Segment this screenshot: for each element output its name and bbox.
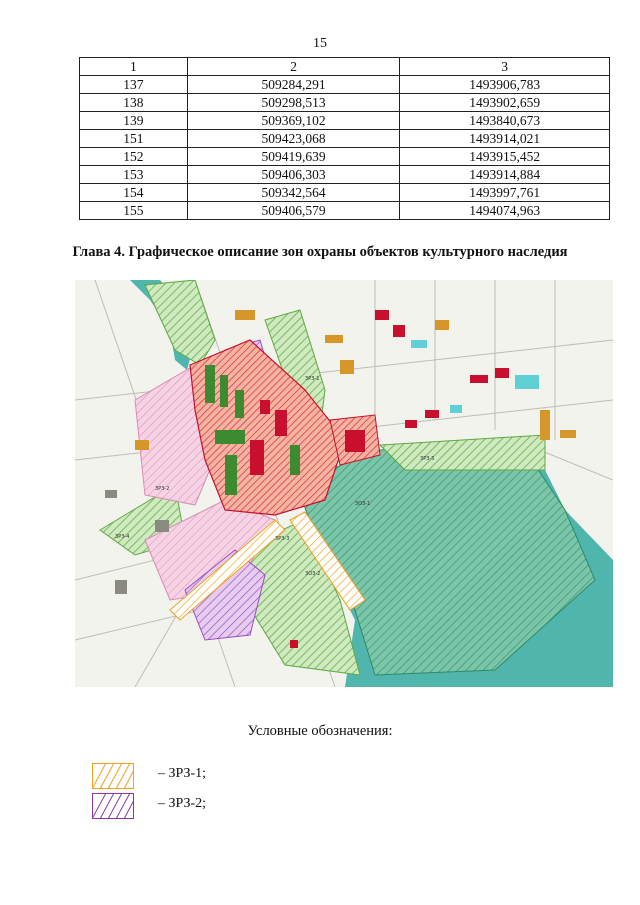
table-cell: 152 [80, 148, 188, 166]
table-cell: 155 [80, 202, 188, 220]
page-number: 15 [313, 36, 327, 51]
legend-title: Условные обозначения: [247, 723, 393, 739]
table-cell: 509298,513 [187, 94, 400, 112]
table-row [80, 148, 610, 166]
legend-swatch-zrz-2 [92, 793, 134, 819]
zone-label: ЗРЗ-1 [305, 376, 320, 382]
table-header-cell: 2 [187, 58, 400, 76]
table-header-cell: 1 [80, 58, 188, 76]
table-cell: 509284,291 [187, 76, 400, 94]
table-cell: 1493915,452 [400, 148, 610, 166]
table-cell: 138 [80, 94, 188, 112]
table-cell: 509406,579 [187, 202, 400, 220]
coordinates-table [79, 57, 610, 220]
table-cell: 1493997,761 [400, 184, 610, 202]
table-header-row [80, 58, 610, 76]
table-cell: 139 [80, 112, 188, 130]
zone-label: ЗРЗ-5 [420, 456, 435, 462]
table-cell: 154 [80, 184, 188, 202]
table-row [80, 166, 610, 184]
legend-label-zrz-1: – ЗРЗ-1; [158, 766, 207, 781]
table-cell: 1493902,659 [400, 94, 610, 112]
table-header-cell: 3 [400, 58, 610, 76]
table-cell: 151 [80, 130, 188, 148]
table-row [80, 94, 610, 112]
table-cell: 137 [80, 76, 188, 94]
zone-label: ЗОЗ-1 [355, 501, 371, 507]
table-row [80, 184, 610, 202]
map-canvas [75, 280, 613, 687]
table-cell: 509369,102 [187, 112, 400, 130]
legend-swatch-zrz-1 [92, 763, 134, 789]
heritage-zones-map [75, 280, 613, 687]
green-zone-east [380, 435, 545, 470]
table-cell: 1493906,783 [400, 76, 610, 94]
table-cell: 1493914,021 [400, 130, 610, 148]
table-row [80, 76, 610, 94]
zone-label: ЗРЗ-2 [155, 486, 170, 492]
table-row [80, 112, 610, 130]
table-row [80, 130, 610, 148]
table-cell: 1493914,884 [400, 166, 610, 184]
table-cell: 1493840,673 [400, 112, 610, 130]
table-cell: 1494074,963 [400, 202, 610, 220]
zone-label: ЗРЗ-3 [275, 536, 290, 542]
zone-label: ЗРЗ-4 [115, 534, 130, 540]
table-cell: 509406,303 [187, 166, 400, 184]
table-cell: 509342,564 [187, 184, 400, 202]
table-row [80, 202, 610, 220]
zone-label: ЗОЗ-2 [305, 571, 321, 577]
chapter-title: Глава 4. Графическое описание зон охраны объектов культурного наследия [72, 244, 568, 260]
legend-label-zrz-2: – ЗРЗ-2; [158, 796, 207, 811]
table-cell: 153 [80, 166, 188, 184]
green-zone-north [145, 280, 215, 365]
table-cell: 509419,639 [187, 148, 400, 166]
table-cell: 509423,068 [187, 130, 400, 148]
